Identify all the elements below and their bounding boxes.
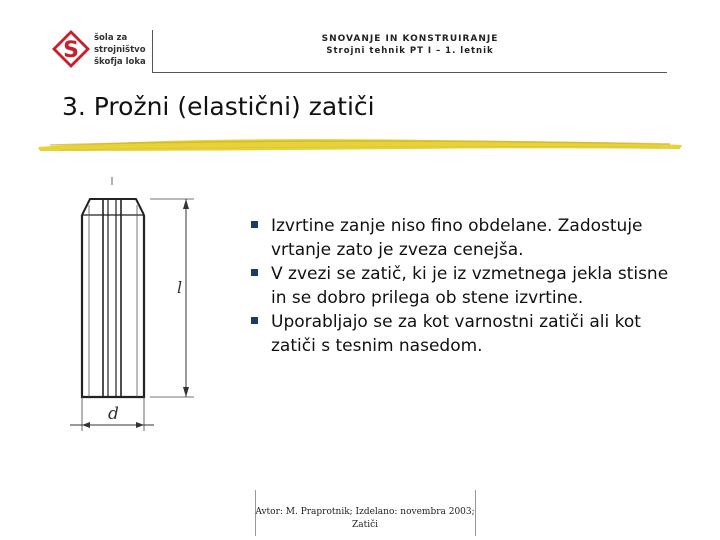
header-divider-horizontal xyxy=(152,72,667,73)
slide-title: 3. Prožni (elastični) zatiči xyxy=(62,92,375,121)
bullet-marker-icon xyxy=(251,269,258,276)
header-subtitle: Strojni tehnik PT I – 1. letnik xyxy=(326,46,494,56)
header-divider-vertical xyxy=(152,30,153,72)
bullet-text: Izvrtine zanje niso fino obdelane. Zadostuje vrtanje zato je zveza cenejša. xyxy=(271,216,643,260)
length-label: l xyxy=(177,278,183,297)
diameter-label: d xyxy=(108,404,119,424)
bullet-marker-icon xyxy=(251,221,258,228)
logo-line-1: šola za xyxy=(94,33,128,43)
school-logo xyxy=(50,28,150,72)
footer-topic: Zatiči xyxy=(351,520,379,530)
spring-pin-drawing xyxy=(60,175,210,440)
school-logo-icon xyxy=(50,28,92,70)
header-title: SNOVANJE IN KONSTRUIRANJE xyxy=(321,34,499,44)
bullet-item xyxy=(249,263,689,310)
bullet-item xyxy=(249,311,689,358)
bullet-text: V zvezi se zatič, ki je iz vzmetnega jekla stisne in se dobro prilega ob stene izvrtine. xyxy=(271,264,669,308)
bullet-text: Uporabljajo se za kot varnostni zatiči ali kot zatiči s tesnim nasedom. xyxy=(271,312,641,356)
logo-line-2: strojništvo xyxy=(94,45,146,55)
logo-line-3: škofja loka xyxy=(94,57,146,67)
bullet-list xyxy=(249,215,689,359)
footer xyxy=(240,506,490,532)
logo-letter: S xyxy=(63,38,79,63)
logo-text xyxy=(94,32,146,68)
bullet-item xyxy=(249,215,689,262)
footer-author: Avtor: M. Praprotnik; Izdelano: novembra 2003; xyxy=(255,507,475,517)
title-underline-brush xyxy=(30,133,690,157)
bullet-marker-icon xyxy=(251,317,258,324)
